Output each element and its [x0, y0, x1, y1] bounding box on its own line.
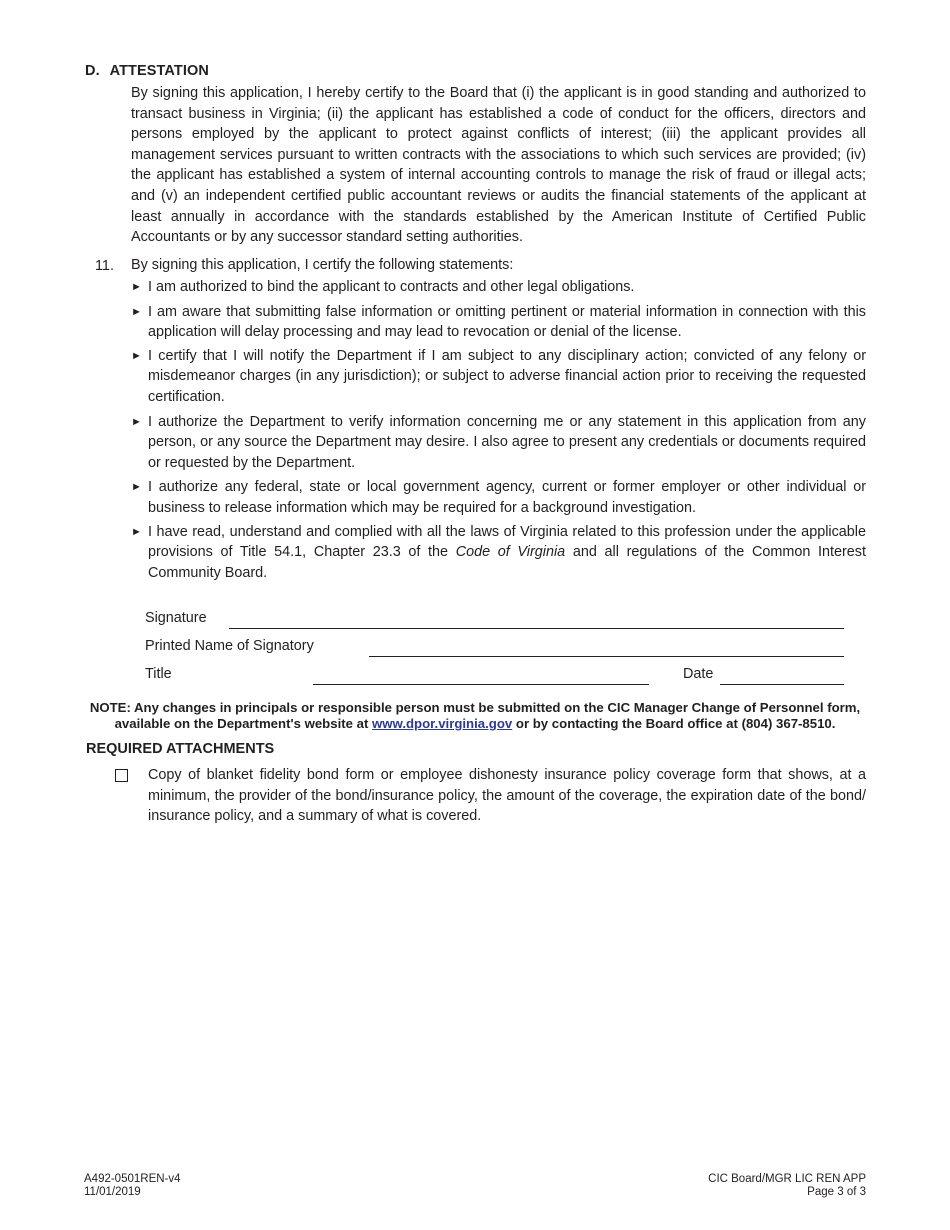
- footer-form-info: [84, 1173, 181, 1199]
- bullet-text: I am authorized to bind the applicant to contracts and other legal obligations.: [148, 279, 635, 295]
- code-of-virginia-citation: Code of Virginia: [455, 544, 566, 561]
- date-label: Date: [683, 666, 714, 682]
- page-number: Page 3 of 3: [807, 1186, 866, 1198]
- attachment-description: Copy of blanket fidelity bond form or employee dishonesty insurance policy coverage form that shows, at a minimum, the provider of the bond/insurance policy, the amount of the coverage, the expiration date of the bond/ insurance policy, and a summary of what is covered.: [148, 767, 866, 825]
- certification-bullet: [131, 346, 866, 408]
- certification-bullet: [131, 522, 866, 584]
- bullet-text: I am aware that submitting false information or omitting pertinent or material information in connection with this application will delay processing and may lead to revocation or denial of the license.: [148, 303, 866, 341]
- dpor-website-link[interactable]: www.dpor.virginia.gov: [372, 716, 513, 731]
- arrow-bullet-icon: ►: [131, 525, 142, 538]
- certification-list: [131, 277, 866, 583]
- section-title: ATTESTATION: [109, 63, 209, 79]
- item-number: 11.: [95, 258, 114, 274]
- certification-bullet: [131, 302, 866, 343]
- required-attachments-heading: REQUIRED ATTACHMENTS: [86, 741, 275, 757]
- note-text-before: NOTE: Any changes in principals or responsible person must be submitted on the CIC Manager Change of Personnel form, available on the Department's website at: [89, 700, 861, 731]
- arrow-bullet-icon: ►: [131, 415, 142, 428]
- printed-name-label: Printed Name of Signatory: [145, 638, 314, 654]
- certification-bullet: [131, 477, 866, 518]
- certification-bullet: [131, 412, 866, 474]
- bullet-text: I authorize any federal, state or local government agency, current or former employer or other individual or business to release information which may be required for a background investigation.: [148, 479, 866, 516]
- arrow-bullet-icon: ►: [131, 305, 142, 318]
- note-text-after: or by contacting the Board office at (804) 367-8510.: [512, 716, 836, 731]
- attachment-checkbox[interactable]: [115, 769, 128, 782]
- personnel-change-note: [85, 700, 865, 732]
- bullet-text-before: I have read, understand and complied with all the laws of Virginia related to this profession under the applicable provisions of Title 54.1, Chapter 23.3 of the: [148, 523, 866, 561]
- printed-name-line[interactable]: [369, 656, 844, 657]
- certification-bullet: [131, 277, 866, 298]
- form-name: CIC Board/MGR LIC REN APP: [708, 1173, 866, 1185]
- item-intro: By signing this application, I certify the following statements:: [131, 257, 514, 273]
- date-line[interactable]: [720, 684, 844, 685]
- bullet-text: I authorize the Department to verify information concerning me or any statement in this application from any person, or any source the Department may desire. I also agree to present any credentials or documents required or requested by the Department.: [148, 413, 866, 471]
- form-date: 11/01/2019: [84, 1186, 141, 1198]
- arrow-bullet-icon: ►: [131, 349, 142, 362]
- signature-line[interactable]: [229, 628, 844, 629]
- bullet-text-after: and all regulations of the Common Interest Community Board.: [148, 544, 866, 581]
- arrow-bullet-icon: ►: [131, 481, 142, 494]
- section-letter: D.: [85, 63, 100, 79]
- bullet-text: I certify that I will notify the Department if I am subject to any disciplinary action; convicted of any felony or misdemeanor charges (in any jurisdiction); or subject to adverse financial action prior to receiving the requested certification.: [148, 347, 866, 405]
- attestation-heading: [85, 63, 209, 79]
- title-line[interactable]: [313, 684, 649, 685]
- signature-label: Signature: [145, 610, 207, 626]
- form-number: A492-0501REN-v4: [84, 1173, 181, 1185]
- attestation-paragraph: By signing this application, I hereby certify to the Board that (i) the applicant is in good standing and authorized to transact business in Virginia; (ii) the applicant has established a code of conduct for the officers, directors and persons employed by the applicant to protect against conflicts of interest; (iii) the applicant provides all management services pursuant to written contracts with the associations to which such services are provided; (iv) the applicant has established a system of internal accounting controls to manage the risk of fraud or illegal acts; and (v) an independent certified public accountant reviews or audits the financial statements of the applicant at least annually in accordance with the standards established by the American Institute of Certified Public Accountants or by any successor standard setting authorities.: [131, 85, 866, 246]
- title-label: Title: [145, 666, 172, 682]
- arrow-bullet-icon: ►: [131, 281, 142, 293]
- footer-page-info: [708, 1173, 866, 1199]
